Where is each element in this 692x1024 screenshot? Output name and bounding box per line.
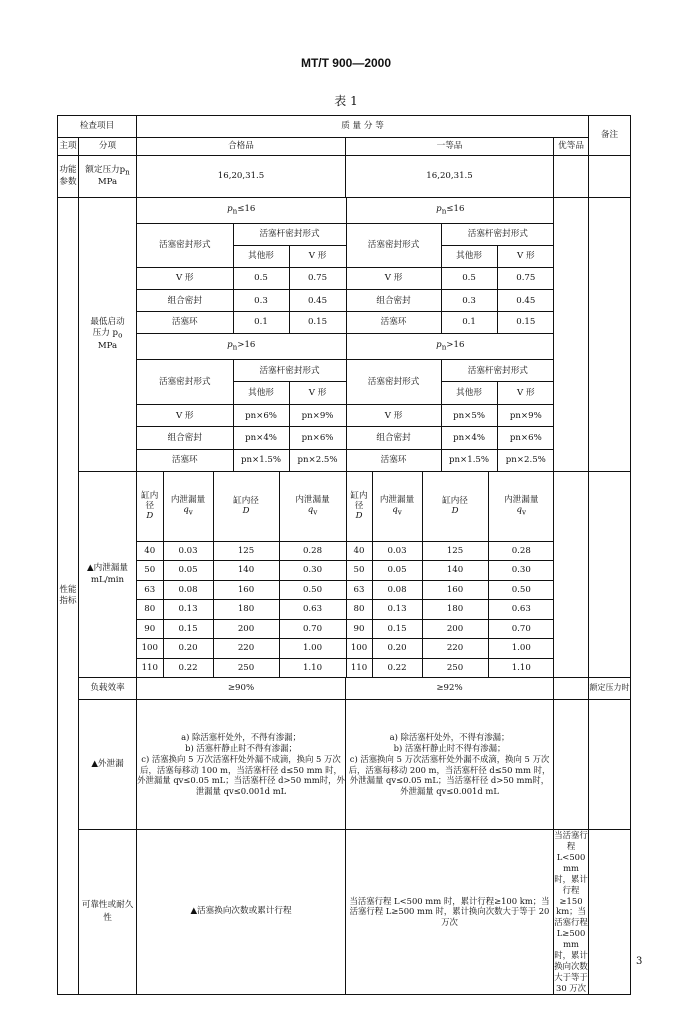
rated-pressure-first: 16,20,31.5 [346,156,554,198]
v-shape-f2: V 形 [497,382,554,405]
page-number: 3 [636,956,643,967]
cell: 50 [346,561,372,581]
cell: 0.15 [497,312,554,333]
cell: 活塞环 [137,312,233,333]
cell: 250 [422,658,488,677]
cell: 250 [213,658,279,677]
rod-seal-form-q2: 活塞杆密封形式 [233,359,346,382]
leak-head-bore-q2 [213,472,279,541]
rod-seal-form-f: 活塞杆密封形式 [441,223,554,245]
cell: 140 [213,561,279,581]
cell: pn×9% [289,404,346,427]
cell: 1.10 [279,658,346,677]
cell: 63 [137,580,163,600]
ext-f-c: c) 活塞换向 5 万次活塞杆处外漏不成滴，换向 5 万次后，活塞每移动 200 m，当活塞杆径 d≤50 mm 时，外泄漏量 qv≤0.05 mL；当活塞杆径 d>50 mm时，外泄漏量 qv≤0.001d mL [348,753,551,797]
cell: 0.15 [289,312,346,333]
cond-low-first [346,198,554,223]
cell: 0.15 [372,619,422,639]
cell: 0.50 [488,580,554,600]
leak-head-leak-f1-t: 内泄漏量 [379,494,415,505]
leak-head-q-f2-sub: v [522,508,527,517]
internal-leak-remark [589,472,631,678]
leak-head-leak-f2 [488,472,554,541]
start-pressure-remark [589,198,631,472]
cell: pn×4% [441,427,497,450]
cell: 0.45 [289,290,346,312]
internal-leak-superior [554,472,589,678]
cond-high-p: p [227,340,233,351]
cell: 0.5 [233,267,289,289]
rated-pressure-remark [589,156,631,198]
cond-low-sub: n [232,206,238,216]
start-pressure-low-table [137,198,554,333]
cond-high-rest: >16 [237,340,256,351]
load-efficiency-superior [554,678,589,700]
cell: 40 [137,541,163,561]
start-pressure-l2: 压力 p [92,328,119,339]
header-inspect-item: 检查项目 [58,116,137,138]
ext-q-a: a) 除活塞杆处外，不得有渗漏； [181,731,301,742]
table-row [137,427,554,450]
rated-pressure-text: 额定压力p [85,164,126,175]
cell: 0.20 [372,639,422,659]
reliability-label: 可靠性或耐久性 [79,830,137,995]
cell: 90 [137,619,163,639]
cell: 0.70 [279,619,346,639]
cell: pn×6% [233,404,289,427]
cell: 80 [346,600,372,620]
cell: 40 [346,541,372,561]
cell: 0.30 [279,561,346,581]
leak-head-bore-f1 [346,472,372,541]
cell: 组合密封 [137,290,233,312]
reliability-qualified: 当活塞行程 L<500 mm 时，累计行程≥100 km；当活塞行程 L≥500 mm 时，累计换向次数大于等于 20 万次 [346,830,554,995]
cell: 0.15 [163,619,213,639]
header-remark: 备注 [589,116,631,156]
cell: 1.00 [279,639,346,659]
table-row [137,639,554,659]
cell: 180 [213,600,279,620]
ext-q-b: b) 活塞杆静止时不得有渗漏； [185,742,297,753]
leak-head-leak-q1-t: 内泄漏量 [170,494,206,505]
piston-seal-form-q: 活塞密封形式 [137,223,233,267]
cond-low-p: p [227,204,233,215]
ext-f-b: b) 活塞杆静止时不得有渗漏； [393,742,506,753]
cell: 组合密封 [346,427,441,450]
cell: 0.03 [163,541,213,561]
cell: pn×9% [497,404,554,427]
start-pressure-high-block [137,334,554,472]
cell: 200 [213,619,279,639]
cell: 0.05 [372,561,422,581]
cell: 50 [137,561,163,581]
rated-pressure-qualified: 16,20,31.5 [137,156,346,198]
start-pressure-l3: MPa [97,340,118,351]
cell: pn×1.5% [441,449,497,471]
cell: 0.75 [497,267,554,289]
cell: 0.1 [441,312,497,333]
leak-head-q-q2-sub: v [313,508,318,517]
cell: pn×6% [289,427,346,450]
cell: 220 [422,639,488,659]
external-leak-remark [589,700,631,830]
leak-head-bore-f1-t: 缸内径 [350,490,368,512]
cell: 160 [213,580,279,600]
cond-high-sub: n [232,343,238,353]
cell: 0.08 [372,580,422,600]
other-shape-f2: 其他形 [441,382,497,405]
leak-head-d-q1: D [146,511,154,522]
cell: 200 [422,619,488,639]
ext-f-a: a) 除活塞杆处外，不得有渗漏； [389,731,510,742]
cond-low-p-f: p [436,204,442,215]
leak-head-d-f2: D [451,506,459,517]
cell: 1.10 [488,658,554,677]
cell: pn×4% [233,427,289,450]
table-row [137,449,554,471]
table-caption: 表 1 [334,94,358,108]
leak-head-q-f1: q [392,505,398,516]
other-shape-q: 其他形 [233,245,289,267]
rated-pressure-unit: MPa [97,176,118,187]
leak-head-q-q1: q [183,505,189,516]
v-shape-q2: V 形 [289,382,346,405]
v-shape-f: V 形 [497,245,554,267]
cell: V 形 [137,404,233,427]
internal-leak-block [137,472,554,678]
cell: 0.22 [163,658,213,677]
table-row [137,312,554,333]
leak-head-leak-q1 [163,472,213,541]
cell: 0.28 [279,541,346,561]
header-main-item: 主项 [58,138,79,156]
cell: 活塞环 [137,449,233,471]
header-sub-item: 分项 [79,138,137,156]
leak-head-bore-q2-t: 缸内径 [233,495,259,506]
cell: 0.08 [163,580,213,600]
rod-seal-form-q: 活塞杆密封形式 [233,223,346,245]
cond-low-rest: ≤16 [237,204,256,215]
other-shape-f: 其他形 [441,245,497,267]
table-row [137,267,554,289]
leak-head-q-q1-sub: v [188,508,193,517]
cell: pn×2.5% [497,449,554,471]
leak-head-bore-f2-t: 缸内径 [442,495,468,506]
start-pressure-l1: 最低启动 [90,317,125,328]
cond-high-first [346,334,554,359]
cond-high-qualified [137,334,346,359]
cell: pn×6% [497,427,554,450]
cell: 0.20 [163,639,213,659]
header-first-class: 一等品 [346,138,554,156]
leak-head-q-q2: q [307,505,314,516]
header-qualified: 合格品 [137,138,346,156]
leak-head-leak-f2-t: 内泄漏量 [504,494,539,505]
leak-head-leak-q2-t: 内泄漏量 [295,494,330,505]
start-pressure-label [79,198,137,472]
cond-low-sub-f: n [441,206,447,216]
external-leak-superior [554,700,589,830]
cell: 63 [346,580,372,600]
cell: 1.00 [488,639,554,659]
cell: 组合密封 [137,427,233,450]
cell: 100 [346,639,372,659]
table-row [137,404,554,427]
leak-head-leak-q2 [279,472,346,541]
cell: 0.30 [488,561,554,581]
start-pressure-high-table [137,334,554,471]
start-pressure-l2-sub: o [118,331,123,341]
internal-leak-table [137,472,554,677]
cell: 0.70 [488,619,554,639]
cond-high-sub-f: n [441,343,447,353]
rod-seal-form-f2: 活塞杆密封形式 [441,359,554,382]
leak-head-q-f1-sub: v [397,508,402,517]
other-shape-q2: 其他形 [233,382,289,405]
leak-head-d-f1: D [355,511,363,522]
standard-number: MT/T 900—2000 [300,56,392,70]
cell: 0.13 [163,600,213,620]
reliability-sub-label: ▲活塞换向次数或累计行程 [137,830,346,995]
reliability-superior [589,830,631,995]
cell: 0.50 [279,580,346,600]
table-row [137,600,554,620]
table-row [137,541,554,561]
leak-head-d-q2: D [242,506,250,517]
cell: 组合密封 [346,290,441,312]
cell: 80 [137,600,163,620]
load-efficiency-label: 负载效率 [79,678,137,700]
cell: 0.28 [488,541,554,561]
leak-head-bore-q1-t: 缸内径 [141,490,159,512]
cell: 160 [422,580,488,600]
cond-low-rest-f: ≤16 [446,204,465,215]
internal-leak-l2: mL/min [90,574,125,585]
cell: 125 [422,541,488,561]
rated-pressure-sub: n [125,167,130,177]
cell: 0.05 [163,561,213,581]
performance-label: 性能指标 [58,198,79,995]
external-leak-qualified [137,700,346,830]
header-quality-grade: 质 量 分 等 [137,116,589,138]
header-superior: 优等品 [554,138,589,156]
cell: 0.75 [289,267,346,289]
cell: pn×5% [441,404,497,427]
external-leak-first [346,700,554,830]
v-shape-q: V 形 [289,245,346,267]
cell: 0.22 [372,658,422,677]
cell: 0.3 [233,290,289,312]
cell: 0.13 [372,600,422,620]
quality-grade-table [57,115,631,995]
internal-leak-l1: ▲内泄漏量 [87,563,128,574]
leak-head-bore-q1 [137,472,163,541]
cell: 0.03 [372,541,422,561]
cell: V 形 [346,267,441,289]
cell: 140 [422,561,488,581]
cell: 活塞环 [346,312,441,333]
function-params-label: 功能参数 [58,156,79,198]
cell: 0.1 [233,312,289,333]
cell: 100 [137,639,163,659]
load-efficiency-first: ≥92% [346,678,554,700]
piston-seal-form-q2: 活塞密封形式 [137,359,233,404]
cell: 0.63 [279,600,346,620]
cell: 110 [137,658,163,677]
cell: 0.5 [441,267,497,289]
rated-pressure-superior [554,156,589,198]
cell: V 形 [346,404,441,427]
table-row [137,658,554,677]
cell: V 形 [137,267,233,289]
start-pressure-low-block [137,198,554,334]
reliability-first: 当活塞行程 L<500 mm 时，累计行程≥150 km；当活塞行程 L≥500 mm 时，累计换向次数大于等于 30 万次 [554,830,588,993]
cell: 0.45 [497,290,554,312]
cell: 110 [346,658,372,677]
cond-high-p-f: p [436,340,442,351]
cell: pn×2.5% [289,449,346,471]
table-row [137,290,554,312]
ext-q-c: c) 活塞换向 5 万次活塞杆处外漏不成滴，换向 5 万次后，活塞每移动 100 m，当活塞杆径 d≤50 mm 时，外泄漏量 qv≤0.05 mL；当活塞杆径 d>50 mm时，外泄漏量 qv≤0.001d mL [137,753,345,797]
table-row [137,561,554,581]
piston-seal-form-f: 活塞密封形式 [346,223,441,267]
piston-seal-form-f2: 活塞密封形式 [346,359,441,404]
start-pressure-superior [554,198,589,472]
load-efficiency-remark: 额定压力时 [589,678,631,700]
internal-leak-label [79,472,137,678]
external-leak-label: ▲外泄漏 [79,700,137,830]
table-row [137,619,554,639]
cell: 220 [213,639,279,659]
rated-pressure-label [79,156,137,198]
table-row [137,580,554,600]
cell: 活塞环 [346,449,441,471]
cell: 125 [213,541,279,561]
cell: pn×1.5% [233,449,289,471]
cell: 0.3 [441,290,497,312]
cond-high-rest-f: >16 [446,340,465,351]
cond-low-qualified [137,198,346,223]
cell: 180 [422,600,488,620]
load-efficiency-qualified: ≥90% [137,678,346,700]
cell: 0.63 [488,600,554,620]
leak-head-leak-f1 [372,472,422,541]
leak-head-bore-f2 [422,472,488,541]
cell: 90 [346,619,372,639]
leak-head-q-f2: q [516,505,522,516]
